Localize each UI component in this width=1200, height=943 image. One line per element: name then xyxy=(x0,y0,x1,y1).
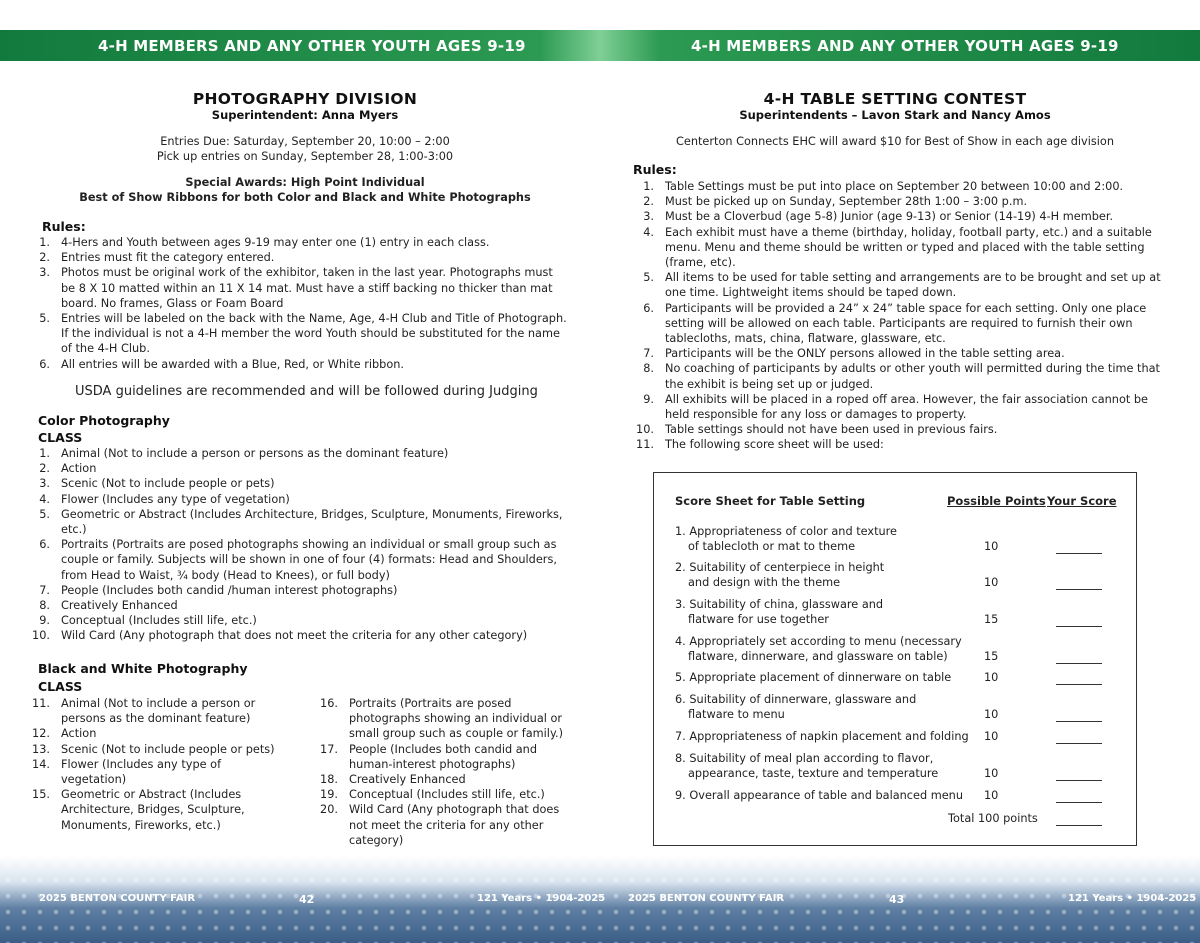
score-item-points: 15 xyxy=(984,612,999,626)
score-entry-line[interactable] xyxy=(1056,743,1102,744)
class-item xyxy=(312,742,574,772)
score-item-points: 10 xyxy=(984,730,999,743)
rule-item-text: All entries will be awarded with a Blue, Red, or White ribbon. xyxy=(61,357,404,371)
class-item-number: 8. xyxy=(39,599,50,613)
class-item-number: 15. xyxy=(32,788,50,802)
class-item xyxy=(24,476,574,491)
photography-heading xyxy=(0,90,610,122)
class-item-number: 3. xyxy=(39,477,50,491)
class-item-number: 1. xyxy=(39,447,50,460)
color-heading: Color Photography xyxy=(38,413,170,428)
rule-item-number: 10. xyxy=(636,423,654,437)
score-item-points: 15 xyxy=(984,649,999,663)
class-item-text: Action xyxy=(61,462,97,476)
rule-item-number: 3. xyxy=(643,210,654,224)
score-item xyxy=(675,561,884,590)
bw-class-list-2 xyxy=(312,696,574,848)
rule-item-number: 4. xyxy=(643,225,654,239)
bw-heading: Black and White Photography xyxy=(38,661,248,676)
class-item xyxy=(24,726,279,741)
class-item-number: 20. xyxy=(320,803,338,817)
score-item-label: 9. Overall appearance of table and balanced menu xyxy=(675,789,963,802)
class-item-text: Animal (Not to include a person or persons as the dominant feature) xyxy=(61,697,256,726)
superintendent: Superintendent: Anna Myers xyxy=(211,108,399,122)
rules-list xyxy=(24,235,569,372)
class-item-number: 16. xyxy=(320,697,338,710)
score-item xyxy=(675,598,883,627)
rule-item-text: Each exhibit must have a theme (birthday, holiday, football party, etc.) and a suitable menu. Menu and theme should be written or typed and placed with the table setting (frame, etc). xyxy=(665,225,1152,270)
rule-item-text: The following score sheet will be used: xyxy=(665,438,884,452)
rule-item xyxy=(628,422,1164,437)
rule-item xyxy=(628,225,1164,271)
rule-item xyxy=(628,209,1164,224)
class-item-text: Wild Card (Any photograph that does not meet the criteria for any other category) xyxy=(61,629,528,643)
class-item-text: Scenic (Not to include people or pets) xyxy=(61,742,275,756)
class-item-text: People (Includes both candid /human interest photographs) xyxy=(61,583,398,597)
right-header-title: 4-H MEMBERS AND ANY OTHER YOUTH AGES 9-19 xyxy=(691,37,1119,55)
rule-item-number: 2. xyxy=(39,251,50,265)
class-item xyxy=(24,507,574,537)
rule-item-text: Entries must fit the category entered. xyxy=(61,251,275,265)
rules-label: Rules: xyxy=(633,162,677,177)
class-item-number: 5. xyxy=(39,507,50,521)
rules-list xyxy=(628,179,1164,453)
rule-item xyxy=(24,250,569,265)
rule-item-text: Participants will be the ONLY persons allowed in the table setting area. xyxy=(665,347,1065,361)
rule-item xyxy=(628,361,1164,391)
rule-item xyxy=(628,179,1164,194)
rule-item-number: 6. xyxy=(643,301,654,315)
class-item xyxy=(312,802,574,848)
score-item-label: 4. Appropriately set according to menu (necessary xyxy=(675,635,962,648)
class-item xyxy=(312,787,574,802)
score-entry-line[interactable] xyxy=(1056,721,1102,722)
rule-item xyxy=(24,265,569,311)
class-item-text: Creatively Enhanced xyxy=(61,599,178,613)
score-item-points: 10 xyxy=(984,539,999,553)
class-item-text: Geometric or Abstract (Includes Architecture, Bridges, Sculpture, Monuments, Fireworks, etc.) xyxy=(61,788,245,832)
score-item-label-cont: appearance, taste, texture and temperature xyxy=(688,766,939,780)
rule-item-text: 4-Hers and Youth between ages 9-19 may enter one (1) entry in each class. xyxy=(61,236,490,249)
score-item-label-cont: and design with the theme xyxy=(688,575,841,589)
class-item xyxy=(24,537,574,583)
rule-item xyxy=(628,437,1164,452)
rule-item-number: 2. xyxy=(643,195,654,209)
left-header-title: 4-H MEMBERS AND ANY OTHER YOUTH AGES 9-19 xyxy=(98,37,526,55)
entries-info xyxy=(0,134,610,164)
rule-item-text: Must be picked up on Sunday, September 28th 1:00 – 3:00 p.m. xyxy=(665,195,1028,209)
score-item-label: 1. Appropriateness of color and texture xyxy=(675,525,898,538)
rule-item-text: Table settings should not have been used in previous fairs. xyxy=(665,423,998,437)
score-entry-line[interactable] xyxy=(1056,663,1102,664)
score-item-label: 6. Suitability of dinnerware, glassware and xyxy=(675,693,917,706)
score-entry-line[interactable] xyxy=(1056,553,1102,554)
class-item xyxy=(24,492,574,507)
score-item-label: 3. Suitability of china, glassware and xyxy=(675,598,884,611)
special-awards xyxy=(0,175,610,205)
rule-item xyxy=(628,392,1164,422)
class-item-number: 18. xyxy=(320,773,338,787)
table-setting-heading xyxy=(600,90,1190,122)
rule-item-text: Participants will be provided a 24” x 24” table space for each setting. Only one place setting will be allowed on each table. Participants are required to furnish their own tablecloths, mats, china, flatware, glassware, etc. xyxy=(665,301,1147,346)
usda-note: USDA guidelines are recommended and will be followed during Judging xyxy=(75,384,538,399)
rule-item-number: 5. xyxy=(643,271,654,285)
rule-item-number: 1. xyxy=(39,236,50,249)
class-item-text: Portraits (Portraits are posed photographs showing an individual or small group such as couple or family. Subjects will be shown in one of four (4) formats: Head and Shoulders, from Head to Waist, ¾ body (Head to Knees), or full body) xyxy=(61,538,557,582)
right-fair-name: 2025 BENTON COUNTY FAIR xyxy=(628,893,785,904)
score-item-points: 10 xyxy=(984,707,999,721)
class-item-text: Scenic (Not to include people or pets) xyxy=(61,477,275,491)
class-item-number: 10. xyxy=(32,629,50,643)
score-item-label-cont: flatware to menu xyxy=(688,707,785,721)
rule-item-text: All items to be used for table setting and arrangements are to be brought and set up at one time. Lightweight items should be taped down. xyxy=(665,271,1161,300)
score-sheet-title: Score Sheet for Table Setting xyxy=(675,494,866,508)
class-item xyxy=(24,742,279,757)
contest-title: 4-H TABLE SETTING CONTEST xyxy=(763,90,1027,108)
rule-item-number: 9. xyxy=(643,392,654,406)
rule-item xyxy=(24,311,569,357)
score-item xyxy=(675,752,938,781)
left-page xyxy=(0,61,600,856)
rule-item xyxy=(628,194,1164,209)
class-item xyxy=(24,446,574,461)
rule-item-number: 1. xyxy=(643,180,654,193)
right-years: 121 Years • 1904-2025 xyxy=(1068,893,1197,904)
score-item-points: 10 xyxy=(984,789,999,802)
color-class-list xyxy=(24,446,574,644)
class-item-number: 9. xyxy=(39,614,50,628)
special-awards-line: Special Awards: High Point Individual xyxy=(185,176,425,189)
rule-item xyxy=(628,270,1164,300)
score-item xyxy=(675,730,969,745)
class-item xyxy=(24,628,574,643)
rule-item-number: 6. xyxy=(39,357,50,371)
score-entry-line[interactable] xyxy=(1056,626,1102,627)
rule-item-text: Photos must be original work of the exhibitor, taken in the last year. Photographs must be 8 X 10 matted within an 11 X 14 mat. Must have a stiff backing no thicker than mat board. No frames, Glass or Foam Board xyxy=(61,266,553,310)
pickup-info: Pick up entries on Sunday, September 28, 1:00-3:00 xyxy=(156,150,454,164)
score-item xyxy=(675,525,897,554)
score-entry-line[interactable] xyxy=(1056,589,1102,590)
bw-class-label: CLASS xyxy=(38,679,83,694)
rule-item xyxy=(628,301,1164,347)
rule-item-number: 3. xyxy=(39,266,50,280)
bw-class-list-1 xyxy=(24,696,279,833)
class-item-text: People (Includes both candid and human-interest photographs) xyxy=(349,742,538,771)
class-item-text: Animal (Not to include a person or persons as the dominant feature) xyxy=(61,447,449,460)
score-item-label-cont: of tablecloth or mat to theme xyxy=(688,539,856,553)
class-item-number: 19. xyxy=(320,788,338,802)
class-item xyxy=(24,757,279,787)
score-item-label: 2. Suitability of centerpiece in height xyxy=(675,561,885,574)
class-item-number: 11. xyxy=(32,697,50,710)
rule-item-number: 11. xyxy=(636,438,654,452)
class-item xyxy=(24,598,574,613)
score-item xyxy=(675,693,916,722)
class-item-number: 2. xyxy=(39,462,50,476)
rule-item-number: 5. xyxy=(39,312,50,326)
score-item-label: 8. Suitability of meal plan according to flavor, xyxy=(675,752,934,765)
total-points: Total 100 points xyxy=(948,812,1038,825)
score-item xyxy=(675,635,962,664)
rule-item xyxy=(628,346,1164,361)
rule-item-number: 7. xyxy=(643,347,654,361)
class-label: CLASS xyxy=(38,430,83,445)
class-item xyxy=(312,696,574,742)
score-item-label-cont: flatware, dinnerware, and glassware on table) xyxy=(688,649,948,663)
right-page-number: 43 xyxy=(889,893,905,906)
rule-item-text: Table Settings must be put into place on September 20 between 10:00 and 2:00. xyxy=(665,180,1124,193)
rule-item xyxy=(24,357,569,372)
your-score-header: Your Score xyxy=(1047,494,1117,508)
score-entry-line[interactable] xyxy=(1056,780,1102,781)
score-item-points: 10 xyxy=(984,671,999,684)
class-item-text: Geometric or Abstract (Includes Architecture, Bridges, Sculpture, Monuments, Fireworks, etc.) xyxy=(61,507,563,537)
left-years: 121 Years • 1904-2025 xyxy=(477,893,606,904)
class-item-text: Wild Card (Any photograph that does not meet the criteria for any other category) xyxy=(349,803,560,847)
award-note: Centerton Connects EHC will award $10 for Best of Show in each age division xyxy=(676,135,1114,148)
entries-due: Entries Due: Saturday, September 20, 10:00 – 2:00 xyxy=(160,135,450,148)
class-item-number: 13. xyxy=(32,742,50,756)
score-sheet xyxy=(653,472,1137,846)
score-item xyxy=(675,789,963,804)
page-title: PHOTOGRAPHY DIVISION xyxy=(192,90,418,108)
best-of-show-line: Best of Show Ribbons for both Color and Black and White Photographs xyxy=(79,191,531,205)
class-item-text: Conceptual (Includes still life, etc.) xyxy=(349,788,545,802)
rules-label: Rules: xyxy=(42,219,86,234)
class-item-text: Creatively Enhanced xyxy=(349,773,466,787)
score-item-label-cont: flatware for use together xyxy=(688,612,829,626)
class-item-number: 6. xyxy=(39,538,50,552)
score-item xyxy=(675,671,951,686)
left-fair-name: 2025 BENTON COUNTY FAIR xyxy=(39,893,196,904)
class-item-number: 12. xyxy=(32,727,50,741)
class-item xyxy=(24,696,279,726)
class-item-text: Portraits (Portraits are posed photographs showing an individual or small group such as couple or family.) xyxy=(349,697,564,741)
rule-item xyxy=(24,235,569,250)
class-item-number: 4. xyxy=(39,492,50,506)
class-item-text: Flower (Includes any type of vegetation) xyxy=(61,757,222,787)
class-item-text: Conceptual (Includes still life, etc.) xyxy=(61,614,257,628)
class-item-text: Action xyxy=(61,727,97,741)
score-item-points: 10 xyxy=(984,766,999,780)
class-item xyxy=(24,583,574,598)
class-item-number: 17. xyxy=(320,742,338,756)
class-item-number: 7. xyxy=(39,583,50,597)
score-entry-line[interactable] xyxy=(1056,802,1102,803)
score-item-label: 7. Appropriateness of napkin placement and folding xyxy=(675,730,969,743)
superintendents: Superintendents – Lavon Stark and Nancy Amos xyxy=(739,108,1051,122)
score-item-points: 10 xyxy=(984,575,999,589)
score-entry-line[interactable] xyxy=(1056,684,1102,685)
rule-item-text: Must be a Cloverbud (age 5-8) Junior (age 9-13) or Senior (14-19) 4-H member. xyxy=(665,210,1114,224)
class-item-text: Flower (Includes any type of vegetation) xyxy=(61,492,290,506)
total-score-line[interactable] xyxy=(1056,825,1102,826)
class-item xyxy=(24,787,279,833)
possible-points-header: Possible Points xyxy=(947,494,1046,508)
class-item xyxy=(24,613,574,628)
left-page-number: 42 xyxy=(299,893,315,906)
class-item-number: 14. xyxy=(32,757,50,771)
class-item xyxy=(312,772,574,787)
rule-item-number: 8. xyxy=(643,362,654,376)
rule-item-text: No coaching of participants by adults or other youth will permitted during the time that the exhibit is being set up or judged. xyxy=(665,362,1160,391)
score-item-label: 5. Appropriate placement of dinnerware on table xyxy=(675,671,952,684)
class-item xyxy=(24,461,574,476)
rule-item-text: All exhibits will be placed in a roped off area. However, the fair association cannot be held responsible for any loss or damages to property. xyxy=(665,392,1148,422)
rule-item-text: Entries will be labeled on the back with the Name, Age, 4-H Club and Title of Photograph. If the individual is not a 4-H member the word Youth should be substituted for the name of the 4-H Club. xyxy=(61,312,567,356)
